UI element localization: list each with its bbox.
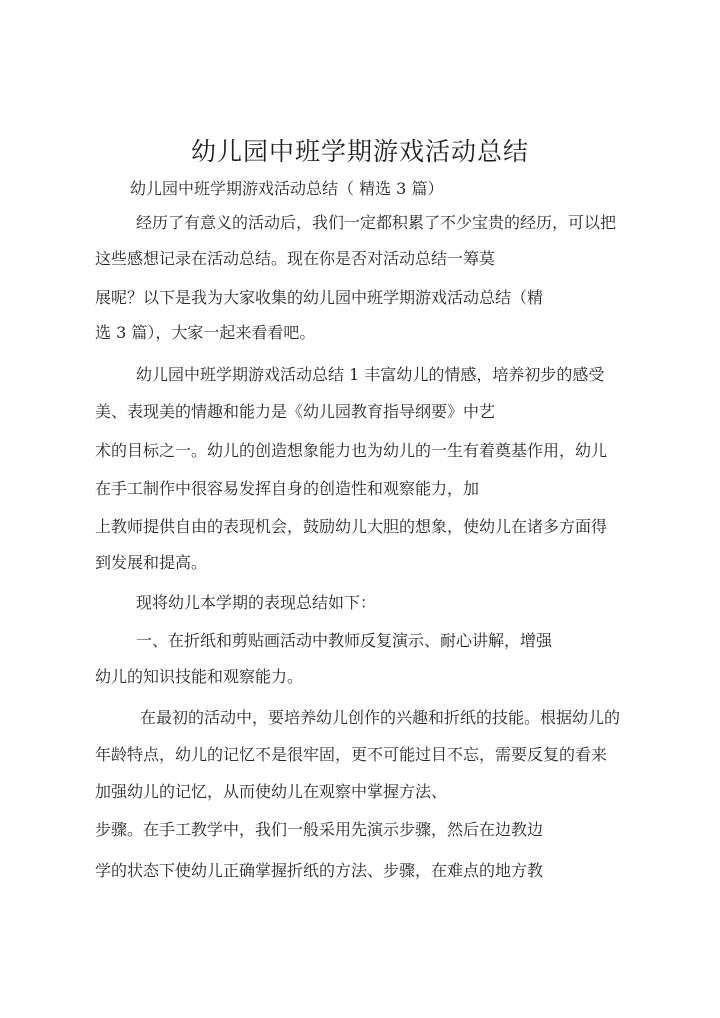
paragraph-line: 上教师提供自由的表现机会，鼓励幼儿大胆的想象，使幼儿在诸多方面得 [95,517,608,536]
subtitle-line: 幼儿园中班学期游戏活动总结（ 精选 3 篇） [130,179,444,198]
paragraph-line: 幼儿的知识技能和观察能力。 [95,667,304,686]
paragraph-line: 选 3 篇），大家一起来看看吧。 [95,323,316,342]
paragraph-line: 幼儿园中班学期游戏活动总结 1 丰富幼儿的情感，培养初步的感受 [136,365,605,384]
paragraph-line: 这些感想记录在活动总结。现在你是否对活动总结一筹莫 [95,249,496,268]
paragraph-line: 一、在折纸和剪贴画活动中教师反复演示、耐心讲解，增强 [136,631,553,650]
paragraph-line: 经历了有意义的活动后，我们一定都积累了不少宝贵的经历，可以把 [136,213,617,232]
paragraph-line: 在最初的活动中，要培养幼儿创作的兴趣和折纸的技能。根据幼儿的 [140,708,621,727]
document-title: 幼儿园中班学期游戏活动总结 [190,137,529,166]
paragraph-line: 现将幼儿本学期的表现总结如下： [136,593,377,612]
paragraph-line: 步骤。在手工教学中，我们一般采用先演示步骤，然后在边教边 [95,820,544,839]
paragraph-line: 到发展和提高。 [95,553,208,572]
paragraph-line: 年龄特点，幼儿的记忆不是很牢固，更不可能过目不忘，需要反复的看来 [95,745,608,764]
paragraph-line: 美、表现美的情趣和能力是《幼儿园教育指导纲要》中艺 [95,402,496,421]
paragraph-line: 在手工制作中很容易发挥自身的创造性和观察能力，加 [95,479,480,498]
paragraph-line: 术的目标之一。幼儿的创造想象能力也为幼儿的一生有着奠基作用，幼儿 [95,441,608,460]
paragraph-line: 学的状态下使幼儿正确掌握折纸的方法、步骤，在难点的地方教 [95,861,544,880]
paragraph-line: 加强幼儿的记忆，从而使幼儿在观察中掌握方法、 [95,782,448,801]
paragraph-line: 展呢？以下是我为大家收集的幼儿园中班学期游戏活动总结（精 [95,288,544,307]
